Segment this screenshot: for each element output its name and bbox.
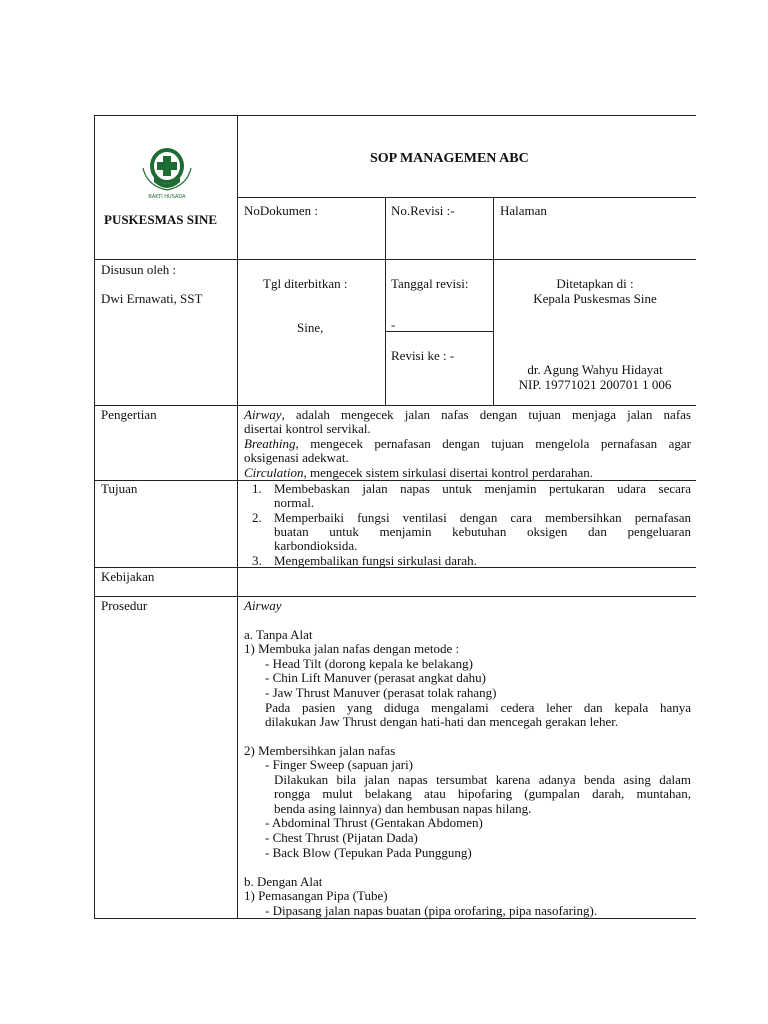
prosedur-line: - Back Blow (Tepukan Pada Punggung) (265, 845, 472, 860)
prosedur-line: a. Tanpa Alat (244, 627, 313, 642)
tujuan-item-1-num: 1. (252, 481, 262, 496)
prosedur-line: benda asing lainnya) dan hembusan napas hilang. (274, 801, 532, 816)
tanggal-revisi-label: Tanggal revisi: (391, 276, 469, 291)
disusun-name: Dwi Ernawati, SST (101, 291, 203, 306)
prosedur-line: 1) Membuka jalan nafas dengan metode : (244, 641, 460, 656)
ditetapkan-label: Ditetapkan di : (556, 276, 634, 291)
tujuan-item-2-num: 2. (252, 510, 262, 525)
breathing-term: Breathing (244, 436, 296, 451)
kebijakan-label: Kebijakan (101, 569, 155, 584)
tujuan-item-2-cont: buatan untuk menjamin kebutuhan oksigen dan pengeluaran (274, 524, 691, 539)
prosedur-line: - Abdominal Thrust (Gentakan Abdomen) (265, 815, 483, 830)
puskesmas-logo (137, 142, 197, 200)
svg-text:BAKTI HUSADA: BAKTI HUSADA (148, 194, 186, 200)
tujuan-item-2: Memperbaiki fungsi ventilasi dengan cara membersihkan pernafasan (274, 510, 691, 525)
prosedur-line: - Finger Sweep (sapuan jari) (265, 757, 414, 772)
pengertian-breathing-cont: oksigenasi adekwat. (244, 450, 349, 465)
prosedur-line: - Head Tilt (dorong kepala ke belakang) (265, 656, 473, 671)
disusun-label: Disusun oleh : (101, 262, 177, 277)
prosedur-line: - Chin Lift Manuver (perasat angkat dahu) (265, 670, 486, 685)
prosedur-line: Pada pasien yang diduga mengalami cedera leher dan kepala hanya (265, 700, 691, 715)
prosedur-label: Prosedur (101, 598, 148, 613)
airway-text: , adalah mengecek jalan nafas dengan tujuan menjaga jalan nafas (281, 407, 691, 422)
tgl-diterbitkan-place: Sine, (297, 320, 324, 335)
prosedur-line: rongga mulut belakang atau hipofaring (gumpalan darah, muntahan, (274, 786, 691, 801)
tujuan-item-3: Mengembalikan fungsi sirkulasi darah. (274, 553, 477, 568)
document-title: SOP MANAGEMEN ABC (370, 151, 529, 166)
prosedur-line: 2) Membersihkan jalan nafas (244, 743, 396, 758)
prosedur-line: - Dipasang jalan napas buatan (pipa orofaring, pipa nasofaring). (265, 903, 598, 918)
pengertian-airway-cont: disertai kontrol servikal. (244, 421, 371, 436)
prosedur-line: Dilakukan bila jalan napas tersumbat karena adanya benda asing dalam (274, 772, 691, 787)
airway-term: Airway (244, 407, 282, 422)
organization-name: PUSKESMAS SINE (104, 212, 218, 227)
tujuan-item-3-num: 3. (252, 553, 262, 568)
prosedur-heading-airway: Airway (244, 598, 282, 613)
tujuan-label: Tujuan (101, 481, 138, 496)
tanggal-revisi-value: - (391, 317, 396, 332)
tgl-diterbitkan-label: Tgl diterbitkan : (263, 276, 348, 291)
prosedur-line: 1) Pemasangan Pipa (Tube) (244, 888, 388, 903)
breathing-text: , mengecek pernafasan dengan tujuan mengelola pernafasan agar (295, 436, 691, 451)
pengertian-airway (244, 407, 691, 422)
halaman-label: Halaman (500, 203, 547, 218)
tujuan-item-1-cont: normal. (274, 495, 315, 510)
prosedur-line: - Jaw Thrust Manuver (perasat tolak rahang) (265, 685, 497, 700)
pengertian-breathing (244, 436, 691, 451)
prosedur-line: - Chest Thrust (Pijatan Dada) (265, 830, 418, 845)
no-revisi-label: No.Revisi :- (391, 203, 455, 218)
tujuan-item-2-cont2: karbondioksida. (274, 538, 358, 553)
ditetapkan-by: Kepala Puskesmas Sine (533, 291, 657, 306)
pengertian-label: Pengertian (101, 407, 157, 422)
circulation-text: , mengecek sistem sirkulasi disertai kontrol perdarahan. (303, 465, 593, 480)
pengertian-circulation (244, 465, 593, 480)
circulation-term: Circulation (244, 465, 304, 480)
no-dokumen-label: NoDokumen : (244, 203, 319, 218)
prosedur-line: dilakukan Jaw Thrust dengan hati-hati dan mencegah gerakan leher. (265, 714, 619, 729)
official-nip: NIP. 19771021 200701 1 006 (518, 377, 672, 392)
prosedur-line: b. Dengan Alat (244, 874, 323, 889)
official-name: dr. Agung Wahyu Hidayat (527, 362, 663, 377)
tujuan-item-1: Membebaskan jalan napas untuk menjamin pertukaran udara secara (274, 481, 691, 496)
revisi-ke-label: Revisi ke : - (391, 348, 455, 363)
